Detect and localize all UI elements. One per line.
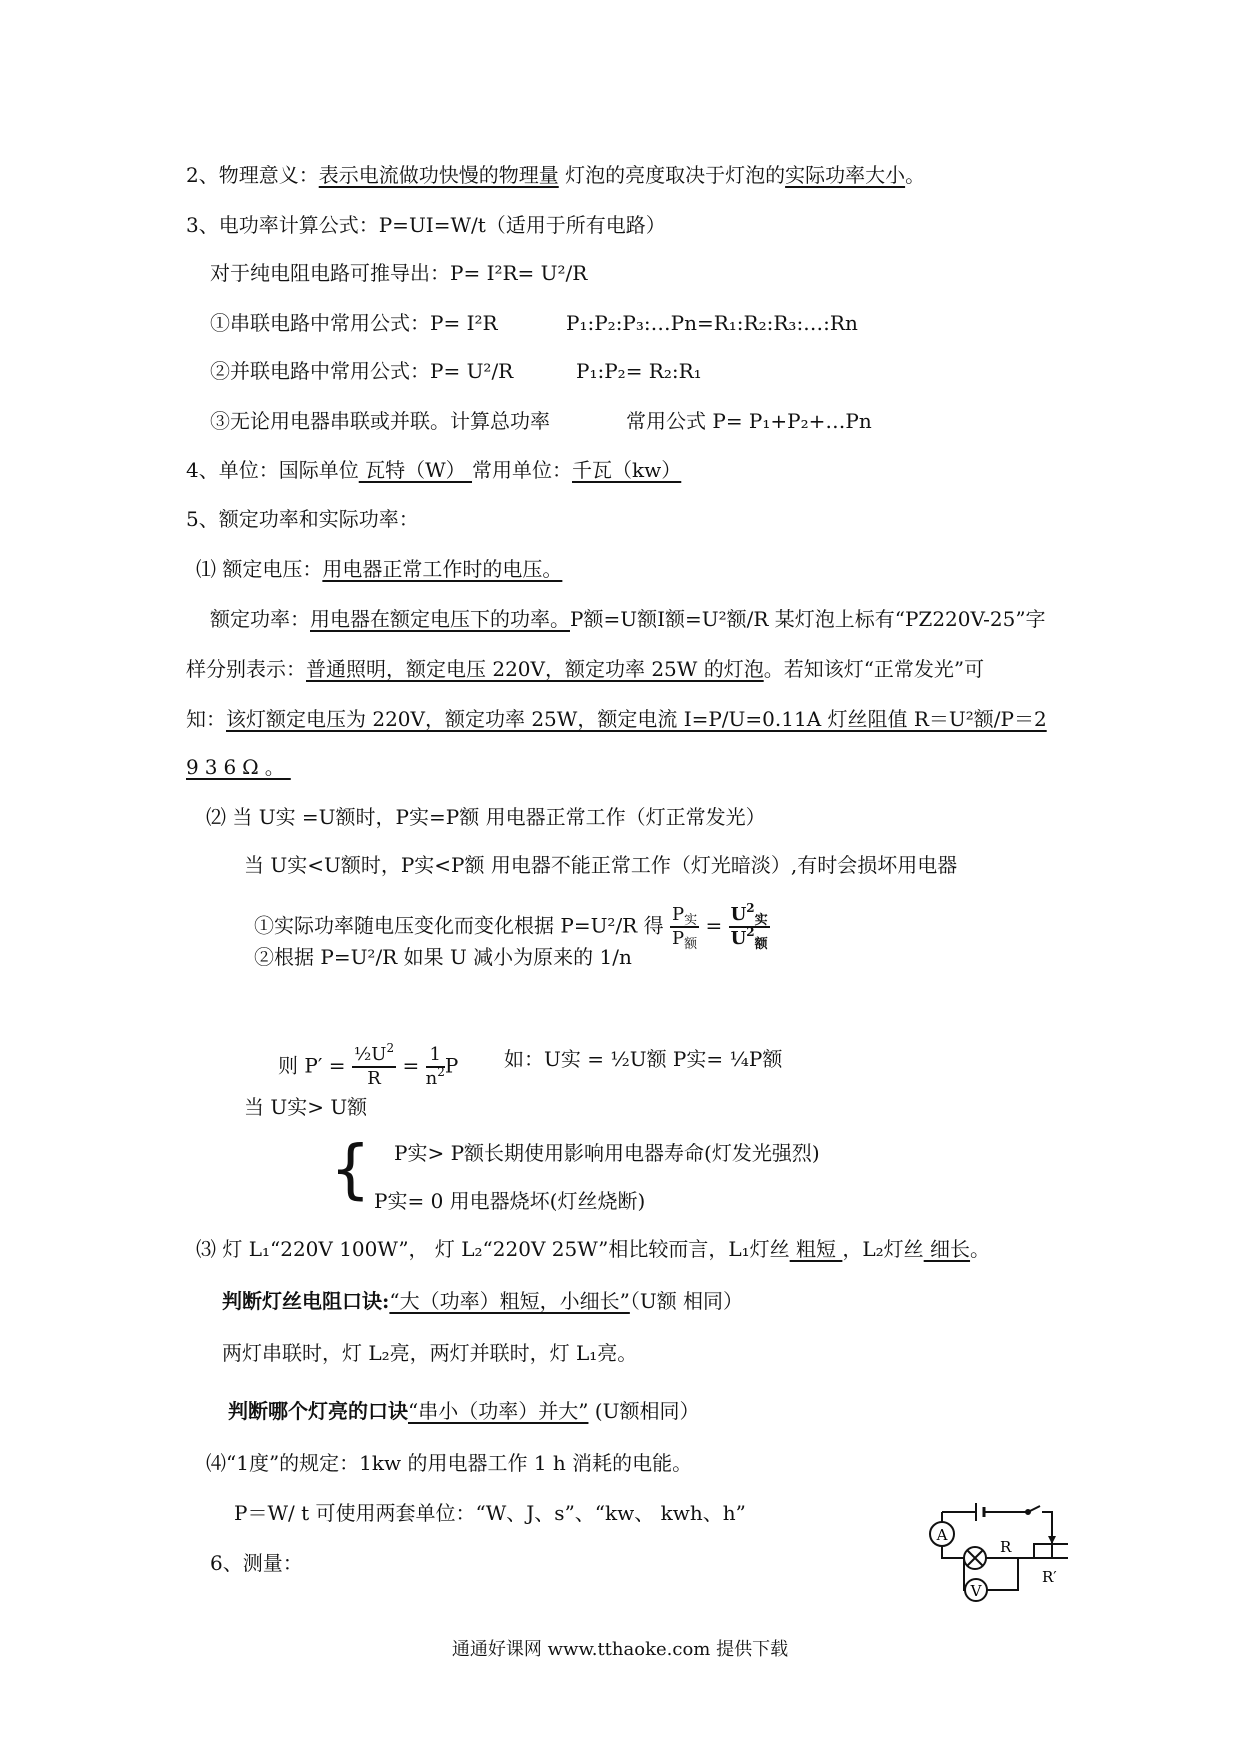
top-wire <box>942 1506 1052 1536</box>
sec2-label: 2、物理意义： <box>186 163 319 187</box>
resistance-rhyme-cond: （U额 相同） <box>629 1289 744 1313</box>
sec3-series-ratio: P₁:P₂:P₃:…Pn=R₁:R₂:R₃:…:Rn <box>566 311 858 335</box>
brightness-rhyme-cond: (U额相同） <box>588 1399 700 1423</box>
resistance-rhyme <box>222 1288 743 1314</box>
left-brace: { <box>330 1133 371 1207</box>
rated-voltage <box>196 556 562 582</box>
rated-voltage-def: 用电器正常工作时的电压。 <box>322 557 563 581</box>
sec3-series: ①串联电路中常用公式：P= I²R <box>210 311 498 335</box>
sec4-si-unit: 瓦特（W） <box>358 458 473 482</box>
rheostat-label: R′ <box>1042 1568 1057 1586</box>
sec5-title: 5、额定功率和实际功率： <box>186 507 419 531</box>
brightness-rhyme-text: “串小（功率）并大” <box>408 1399 589 1423</box>
overpower-case: P实> P额长期使用影响用电器寿命(灯发光强烈) <box>394 1141 820 1165</box>
bulb-compare <box>196 1236 990 1262</box>
sec2-line <box>186 162 925 188</box>
sec2-end: 。 <box>905 163 926 187</box>
bulb-compare-text: ⑶ 灯 L₁“220V 100W”， 灯 L₂“220V 25W”相比较而言，L₁灯丝 <box>196 1237 790 1261</box>
rated-voltage-label: ⑴ 额定电压： <box>196 557 323 581</box>
power-ratio-fraction: $\frac{P_实}{P_额}$ <box>671 904 698 952</box>
sec4-common-unit: 千瓦（kw） <box>572 458 682 482</box>
sec2-mid: 灯泡的亮度取决于灯泡的 <box>558 163 786 187</box>
rated-power-formula: P额=U额I额=U²额/R 某灯泡上标有“PZ220V-25”字 <box>570 607 1046 631</box>
higher-voltage: 当 U实> U额 <box>244 1095 368 1119</box>
sec4-label: 4、单位：国际单位 <box>186 458 359 482</box>
sec4-common-label: 常用单位： <box>472 458 573 482</box>
brightness-rhyme <box>228 1398 699 1424</box>
sec3-parallel: ②并联电路中常用公式：P= U²/R <box>210 359 514 383</box>
resistor-label: R <box>1000 1538 1012 1556</box>
derived-p: P <box>444 1053 459 1078</box>
sec3-total: ③无论用电器串联或并联。计算总功率 <box>210 409 550 433</box>
derived-fraction-2: $\frac{1}{n^2}$ <box>425 1044 445 1089</box>
derived-equals: = <box>402 1053 420 1078</box>
ratio-line <box>254 901 770 952</box>
derived-power <box>278 1041 459 1089</box>
bulb-compare-mid: ，L₂灯丝 <box>842 1237 924 1261</box>
brightness-fact: 两灯串联时，灯 L₂亮，两灯并联时，灯 L₁亮。 <box>222 1341 638 1365</box>
resistance-rhyme-text: “大（功率）粗短，小细长” <box>389 1289 630 1313</box>
sec3-total-formula: 常用公式 P= P₁+P₂+…Pn <box>626 409 872 433</box>
circuit-diagram <box>918 1500 1068 1615</box>
wiper-arrow <box>1048 1536 1056 1544</box>
rated-power <box>210 606 1046 632</box>
equals-sign: = <box>705 913 723 938</box>
sec6-title: 6、测量： <box>210 1551 303 1575</box>
normal-glow-text: 该灯额定电压为 220V，额定功率 25W，额定电流 I=P/U=0.11A 灯丝阻值 R＝U²额/P＝2 <box>226 707 1047 731</box>
label-meaning-tail: 。若知该灯“正常发光”可 <box>763 657 985 681</box>
ammeter-label: A <box>936 1526 948 1544</box>
sec4-line <box>186 457 681 483</box>
sec2-meaning: 表示电流做功快慢的物理量 <box>318 163 559 187</box>
normal-glow <box>186 706 1047 732</box>
derived-power-label: 则 P′ = <box>278 1053 346 1078</box>
rated-power-def: 用电器在额定电压下的功率。 <box>310 607 570 631</box>
sec3-title: 3、电功率计算公式：P=UI=W/t（适用于所有电路） <box>186 213 666 237</box>
example-values: 如：U实 = ½U额 P实= ¼P额 <box>504 1047 783 1071</box>
kwh-definition: ⑷“1度”的规定：1kw 的用电器工作 1 h 消耗的电能。 <box>206 1451 693 1475</box>
voltmeter-label: V <box>970 1582 982 1600</box>
voltage-ratio-fraction: $\frac{U^2_实}{U^2_额}$ <box>730 901 768 952</box>
footer-text: 通通好课网 www.tthaoke.com 提供下载 <box>451 1639 789 1660</box>
equal-voltage: ⑵ 当 U实 =U额时，P实=P额 用电器正常工作（灯正常发光） <box>206 805 766 829</box>
lower-voltage: 当 U实<U额时，P实<P额 用电器不能正常工作（灯光暗淡）,有时会损坏用电器 <box>244 853 958 877</box>
label-meaning-text: 普通照明，额定电压 220V，额定功率 25W 的灯泡 <box>306 657 764 681</box>
lamp-cross <box>967 1550 983 1566</box>
l1-answer: 粗短 <box>789 1237 843 1261</box>
switch-contact <box>1026 1510 1030 1514</box>
sec3-pure: 对于纯电阻电路可推导出：P= I²R= U²/R <box>210 261 588 285</box>
middle-wire <box>942 1512 1052 1558</box>
l2-answer: 细长 <box>923 1237 971 1261</box>
unit-sets: P＝W/ t 可使用两套单位：“W、J、s”、“kw、 kwh、h” <box>234 1501 746 1525</box>
burnout-case: P实= 0 用电器烧坏(灯丝烧断) <box>374 1189 646 1213</box>
bulb-compare-end: 。 <box>970 1237 991 1261</box>
rated-power-label: 额定功率： <box>210 607 310 631</box>
normal-glow-label: 知： <box>186 707 226 731</box>
label-meaning <box>186 656 984 682</box>
ratio-text: ①实际功率随电压变化而变化根据 P=U²/R 得 <box>254 913 664 938</box>
label-meaning-label: 样分别表示： <box>186 657 306 681</box>
sec2-brightness: 实际功率大小 <box>785 163 906 187</box>
resistance-value: 936Ω。 <box>186 755 291 779</box>
sec3-parallel-ratio: P₁:P₂= R₂:R₁ <box>576 359 702 383</box>
brightness-rhyme-label: 判断哪个灯亮的口诀 <box>228 1399 408 1423</box>
reduce-voltage: ②根据 P=U²/R 如果 U 减小为原来的 1/n <box>254 945 632 969</box>
derived-fraction-1: $\frac{\frac{1}{2}U^2}{R}$ <box>353 1041 395 1089</box>
resistance-rhyme-label: 判断灯丝电阻口诀: <box>222 1289 390 1313</box>
